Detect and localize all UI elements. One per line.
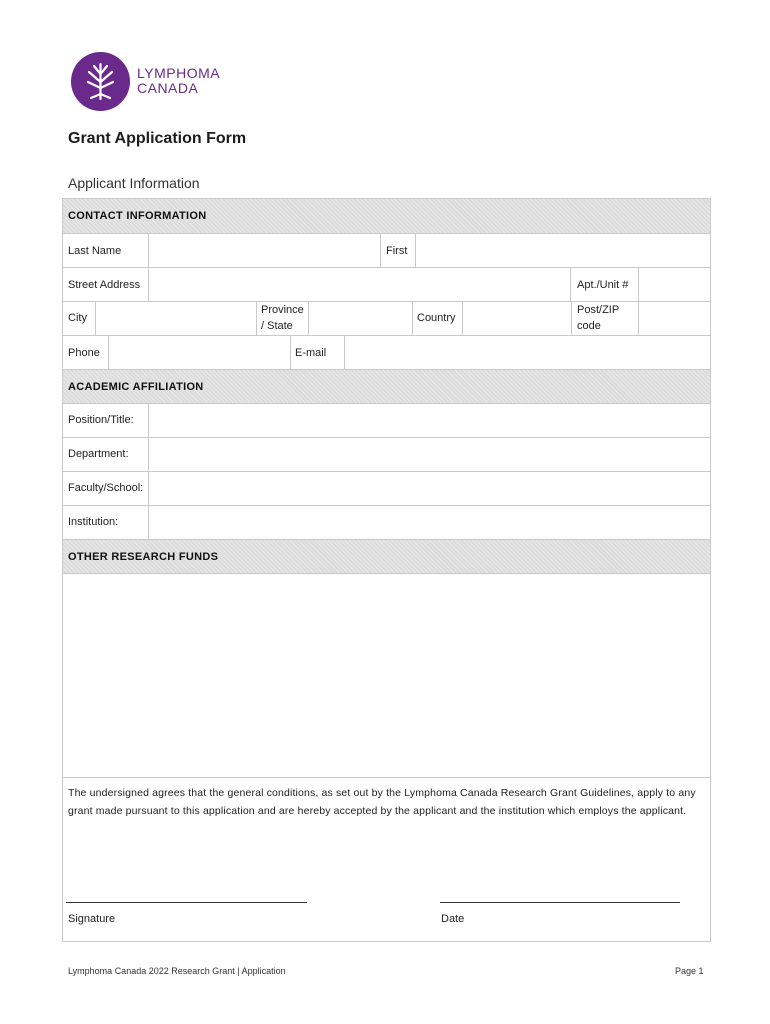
email-label: E-mail <box>295 347 327 359</box>
agreement-block <box>63 778 710 941</box>
academic-affiliation-header <box>63 370 710 404</box>
signature-label: Signature <box>68 913 116 925</box>
name-row <box>63 234 710 268</box>
first-name-label: First <box>386 245 408 257</box>
province-label-line-1: Province <box>261 304 304 316</box>
faculty-school-field[interactable] <box>149 472 710 505</box>
footer-page-number: Page 1 <box>675 966 704 976</box>
street-address-field[interactable] <box>149 268 569 301</box>
application-form-table <box>62 198 711 942</box>
form-title: Grant Application Form <box>68 130 247 147</box>
first-name-field[interactable] <box>416 234 710 267</box>
faculty-row <box>63 472 710 506</box>
phone-email-row <box>63 336 710 370</box>
apt-unit-label: Apt./Unit # <box>577 279 629 291</box>
post-zip-field[interactable] <box>639 302 710 335</box>
street-row <box>63 268 710 302</box>
section-title: Applicant Information <box>68 175 200 191</box>
date-label: Date <box>441 913 465 925</box>
post-zip-label-line-2: code <box>577 320 601 332</box>
position-title-field[interactable] <box>149 404 710 437</box>
last-name-label: Last Name <box>68 245 122 257</box>
position-row <box>63 404 710 438</box>
phone-label: Phone <box>68 347 100 359</box>
faculty-school-label: Faculty/School: <box>68 482 144 494</box>
province-state-label <box>261 302 304 334</box>
province-label-line-2: / State <box>261 320 293 332</box>
institution-row <box>63 506 710 540</box>
tree-icon <box>71 52 130 111</box>
logo-wordmark <box>137 66 220 96</box>
province-state-field[interactable] <box>309 302 411 335</box>
contact-information-header <box>63 199 710 234</box>
post-zip-label-line-1: Post/ZIP <box>577 304 620 316</box>
institution-label: Institution: <box>68 516 119 528</box>
last-name-field[interactable] <box>149 234 379 267</box>
city-field[interactable] <box>96 302 255 335</box>
logo-mark <box>71 52 130 111</box>
contact-header-label: CONTACT INFORMATION <box>68 210 207 222</box>
street-address-label: Street Address <box>68 279 141 291</box>
funds-header-label: OTHER RESEARCH FUNDS <box>68 551 219 563</box>
country-field[interactable] <box>463 302 570 335</box>
department-field[interactable] <box>149 438 710 471</box>
department-row <box>63 438 710 472</box>
city-row <box>63 302 710 336</box>
footer-document-title: Lymphoma Canada 2022 Research Grant | Application <box>68 966 286 976</box>
phone-field[interactable] <box>109 336 289 369</box>
signature-line[interactable] <box>66 902 307 903</box>
apt-unit-field[interactable] <box>639 268 710 301</box>
logo-line-1: LYMPHOMA <box>137 65 221 81</box>
city-label: City <box>68 312 87 324</box>
date-line[interactable] <box>440 902 680 903</box>
position-title-label: Position/Title: <box>68 414 134 426</box>
academic-header-label: ACADEMIC AFFILIATION <box>68 381 204 393</box>
agreement-text: The undersigned agrees that the general conditions, as set out by the Lymphoma Canada Research Grant Guidelines, apply to any grant made pursuant to this application and are hereby accepted by the applicant and the institution which employs the applicant. <box>68 787 696 817</box>
email-field[interactable] <box>345 336 710 369</box>
logo-line-2: CANADA <box>137 80 199 96</box>
country-label: Country <box>417 312 456 324</box>
department-label: Department: <box>68 448 129 460</box>
post-zip-label <box>577 302 619 334</box>
other-research-funds-header <box>63 540 710 574</box>
other-research-funds-field[interactable] <box>63 574 710 778</box>
institution-field[interactable] <box>149 506 710 539</box>
